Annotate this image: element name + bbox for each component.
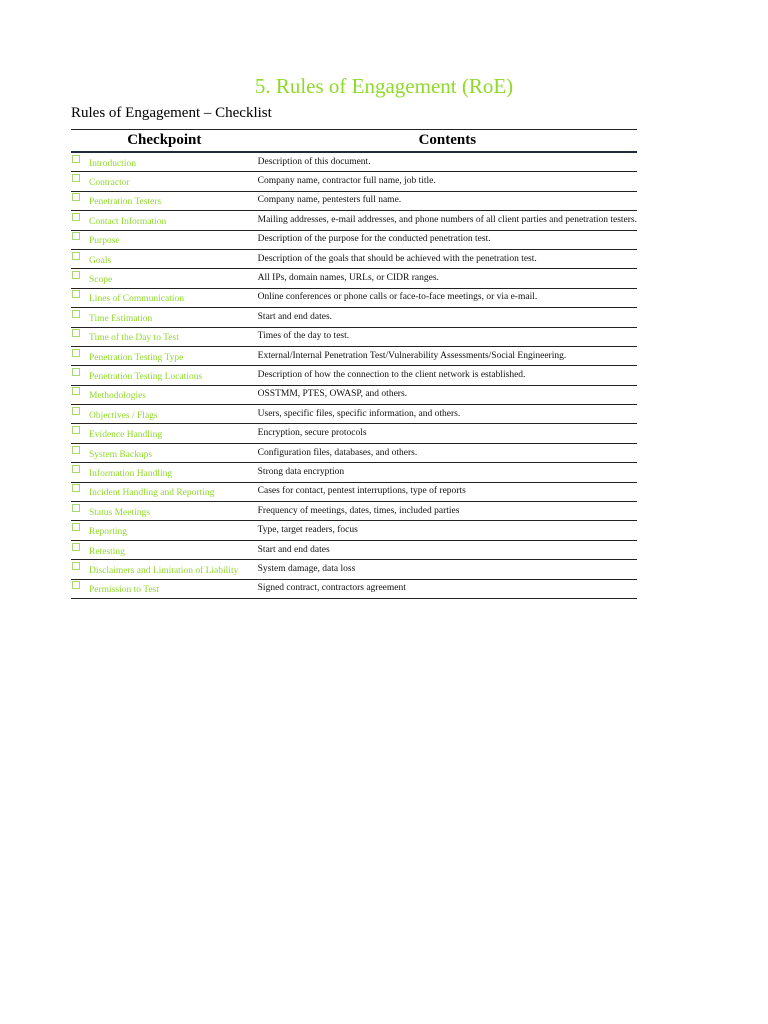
checkpoint-cell bbox=[71, 249, 258, 268]
checkpoint-label: Scope bbox=[89, 275, 113, 286]
checkpoint-cell bbox=[71, 521, 258, 540]
checkpoint-label: Incident Handling and Reporting bbox=[89, 488, 215, 499]
checkbox-icon[interactable] bbox=[72, 174, 80, 182]
roe-checklist-table bbox=[71, 129, 637, 599]
table-row bbox=[71, 152, 637, 172]
checkpoint-cell bbox=[71, 308, 258, 327]
table-row bbox=[71, 191, 637, 210]
checkpoint-label: Introduction bbox=[89, 158, 136, 169]
checkpoint-cell bbox=[71, 269, 258, 288]
checkpoint-label: Time Estimation bbox=[89, 313, 153, 324]
checkpoint-cell bbox=[71, 463, 258, 482]
table-row bbox=[71, 308, 637, 327]
checkpoint-cell bbox=[71, 230, 258, 249]
contents-cell: Online conferences or phone calls or face-to-face meetings, or via e-mail. bbox=[258, 288, 637, 307]
checkbox-icon[interactable] bbox=[72, 426, 80, 434]
table-row bbox=[71, 502, 637, 521]
table-row bbox=[71, 366, 637, 385]
contents-cell: Description of the purpose for the conducted penetration test. bbox=[258, 230, 637, 249]
contents-cell: Encryption, secure protocols bbox=[258, 424, 637, 443]
contents-cell: Description of this document. bbox=[258, 152, 637, 172]
contents-cell: Start and end dates bbox=[258, 540, 637, 559]
contents-cell: Mailing addresses, e-mail addresses, and phone numbers of all client parties and penetration testers. bbox=[258, 211, 637, 230]
contents-cell: Description of the goals that should be achieved with the penetration test. bbox=[258, 249, 637, 268]
checkpoint-label: Contractor bbox=[89, 178, 130, 189]
checkpoint-cell bbox=[71, 502, 258, 521]
checkbox-icon[interactable] bbox=[72, 193, 80, 201]
checkpoint-label: Purpose bbox=[89, 236, 120, 247]
table-row bbox=[71, 540, 637, 559]
checkpoint-cell bbox=[71, 366, 258, 385]
contents-cell: External/Internal Penetration Test/Vulnerability Assessments/Social Engineering. bbox=[258, 346, 637, 365]
checkbox-icon[interactable] bbox=[72, 523, 80, 531]
checkbox-icon[interactable] bbox=[72, 155, 80, 163]
checkbox-icon[interactable] bbox=[72, 310, 80, 318]
checkbox-icon[interactable] bbox=[72, 232, 80, 240]
checkpoint-cell bbox=[71, 560, 258, 579]
table-row bbox=[71, 405, 637, 424]
contents-cell: Type, target readers, focus bbox=[258, 521, 637, 540]
checkpoint-cell bbox=[71, 405, 258, 424]
checkpoint-label: Penetration Testers bbox=[89, 197, 162, 208]
contents-cell: Configuration files, databases, and others. bbox=[258, 443, 637, 462]
table-row bbox=[71, 482, 637, 501]
checkpoint-cell bbox=[71, 327, 258, 346]
checkpoint-label: Retesting bbox=[89, 546, 125, 557]
checkpoint-label: System Backups bbox=[89, 449, 153, 460]
checkbox-icon[interactable] bbox=[72, 465, 80, 473]
table-row bbox=[71, 211, 637, 230]
checkbox-icon[interactable] bbox=[72, 484, 80, 492]
checkpoint-label: Permission to Test bbox=[89, 585, 159, 596]
checkbox-icon[interactable] bbox=[72, 562, 80, 570]
checkpoint-cell bbox=[71, 424, 258, 443]
checkpoint-cell bbox=[71, 152, 258, 172]
contents-cell: Signed contract, contractors agreement bbox=[258, 579, 637, 598]
checkpoint-label: Methodologies bbox=[89, 391, 146, 402]
checkbox-icon[interactable] bbox=[72, 213, 80, 221]
checkpoint-label: Objectives / Flags bbox=[89, 410, 158, 421]
contents-cell: System damage, data loss bbox=[258, 560, 637, 579]
contents-cell: Users, specific files, specific information, and others. bbox=[258, 405, 637, 424]
checkbox-icon[interactable] bbox=[72, 252, 80, 260]
checkpoint-label: Goals bbox=[89, 255, 112, 266]
table-row bbox=[71, 230, 637, 249]
checkpoint-label: Lines of Communication bbox=[89, 294, 184, 305]
checkpoint-label: Reporting bbox=[89, 527, 127, 538]
checkbox-icon[interactable] bbox=[72, 368, 80, 376]
checkpoint-label: Contact Information bbox=[89, 216, 167, 227]
checkpoint-cell bbox=[71, 288, 258, 307]
contents-cell: Start and end dates. bbox=[258, 308, 637, 327]
checkpoint-cell bbox=[71, 482, 258, 501]
table-row bbox=[71, 172, 637, 191]
table-row bbox=[71, 288, 637, 307]
table-body bbox=[71, 152, 637, 598]
table-row bbox=[71, 443, 637, 462]
checkpoint-cell bbox=[71, 385, 258, 404]
checkbox-icon[interactable] bbox=[72, 290, 80, 298]
contents-cell: All IPs, domain names, URLs, or CIDR ranges. bbox=[258, 269, 637, 288]
page-title: 5. Rules of Engagement (RoE) bbox=[254, 74, 514, 98]
checkpoint-cell bbox=[71, 211, 258, 230]
checkpoint-cell bbox=[71, 346, 258, 365]
table-row bbox=[71, 269, 637, 288]
table-row bbox=[71, 346, 637, 365]
table-row bbox=[71, 249, 637, 268]
checkpoint-label: Information Handling bbox=[89, 468, 173, 479]
table-header-row bbox=[71, 130, 637, 153]
contents-cell: Description of how the connection to the client network is established. bbox=[258, 366, 637, 385]
table-row bbox=[71, 424, 637, 443]
table-row bbox=[71, 579, 637, 598]
checkpoint-label: Time of the Day to Test bbox=[89, 333, 179, 344]
checkpoint-cell bbox=[71, 579, 258, 598]
table-row bbox=[71, 327, 637, 346]
checkbox-icon[interactable] bbox=[72, 543, 80, 551]
contents-cell: Frequency of meetings, dates, times, included parties bbox=[258, 502, 637, 521]
contents-cell: Strong data encryption bbox=[258, 463, 637, 482]
checkbox-icon[interactable] bbox=[72, 407, 80, 415]
table-row bbox=[71, 385, 637, 404]
checkbox-icon[interactable] bbox=[72, 349, 80, 357]
checkpoint-label: Penetration Testing Locations bbox=[89, 371, 203, 382]
contents-cell: OSSTMM, PTES, OWASP, and others. bbox=[258, 385, 637, 404]
checkpoint-cell bbox=[71, 172, 258, 191]
contents-cell: Company name, pentesters full name. bbox=[258, 191, 637, 210]
checkpoint-label: Disclaimers and Limitation of Liability bbox=[89, 565, 239, 576]
checkbox-icon[interactable] bbox=[72, 271, 80, 279]
checkbox-icon[interactable] bbox=[72, 581, 80, 589]
contents-cell: Company name, contractor full name, job title. bbox=[258, 172, 637, 191]
checkpoint-label: Status Meetings bbox=[89, 507, 150, 518]
table-row bbox=[71, 560, 637, 579]
contents-cell: Cases for contact, pentest interruptions, type of reports bbox=[258, 482, 637, 501]
checkpoint-cell bbox=[71, 443, 258, 462]
checkpoint-cell bbox=[71, 540, 258, 559]
contents-cell: Times of the day to test. bbox=[258, 327, 637, 346]
checkbox-icon[interactable] bbox=[72, 387, 80, 395]
header-checkpoint: Checkpoint bbox=[71, 130, 258, 153]
checkbox-icon[interactable] bbox=[72, 504, 80, 512]
checkpoint-cell bbox=[71, 191, 258, 210]
header-contents: Contents bbox=[258, 130, 637, 153]
checkpoint-label: Penetration Testing Type bbox=[89, 352, 184, 363]
table-row bbox=[71, 463, 637, 482]
checklist-subtitle: Rules of Engagement – Checklist bbox=[71, 105, 272, 121]
table-row bbox=[71, 521, 637, 540]
checkpoint-label: Evidence Handling bbox=[89, 430, 163, 441]
checkbox-icon[interactable] bbox=[72, 329, 80, 337]
checkbox-icon[interactable] bbox=[72, 446, 80, 454]
